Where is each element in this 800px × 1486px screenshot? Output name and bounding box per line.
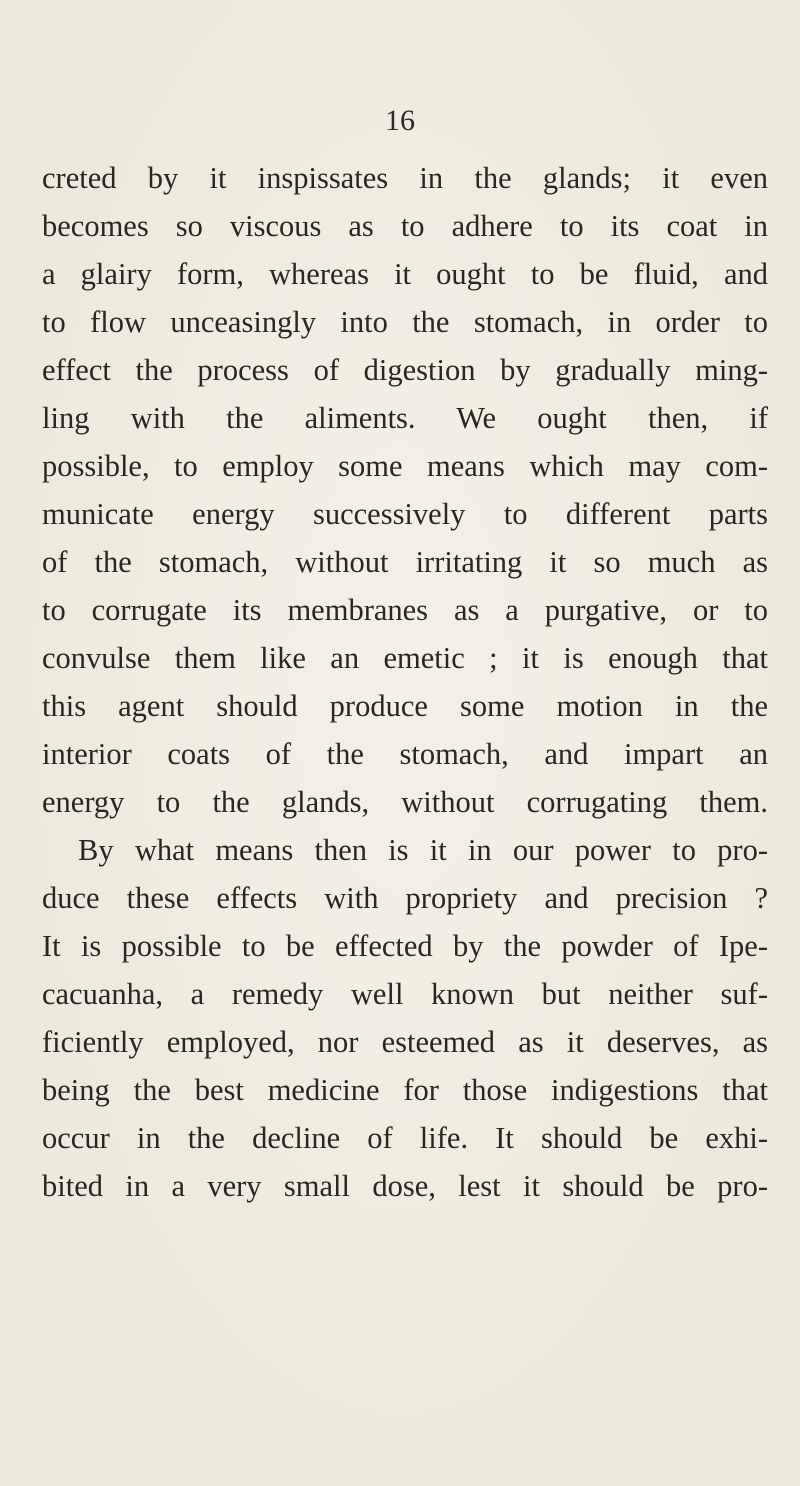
text-line: becomes so viscous as to adhere to its coat in	[42, 209, 768, 243]
text-line: of the stomach, without irritating it so much as	[42, 545, 768, 579]
text-line: interior coats of the stomach, and impart an	[42, 737, 768, 771]
paragraph-start-line: By what means then is it in our power to pro-	[78, 833, 768, 867]
text-line: possible, to employ some means which may com-	[42, 449, 768, 483]
body-text	[42, 154, 768, 1210]
text-line: creted by it inspissates in the glands; it even	[42, 161, 768, 195]
text-line: to flow unceasingly into the stomach, in order to	[42, 305, 768, 339]
text-line: It is possible to be effected by the powder of Ipe-	[42, 929, 768, 963]
text-line: bited in a very small dose, lest it should be pro-	[42, 1169, 768, 1203]
text-line: this agent should produce some motion in the	[42, 689, 768, 723]
page-number: 16	[385, 104, 415, 137]
text-line: being the best medicine for those indigestions that	[42, 1073, 768, 1107]
text-line: occur in the decline of life. It should be exhi-	[42, 1121, 768, 1155]
text-line: duce these effects with propriety and precision ?	[42, 881, 768, 915]
text-line: cacuanha, a remedy well known but neither suf-	[42, 977, 768, 1011]
text-line: ling with the aliments. We ought then, if	[42, 401, 768, 435]
text-line: a glairy form, whereas it ought to be fluid, and	[42, 257, 768, 291]
text-line: effect the process of digestion by gradually ming-	[42, 353, 768, 387]
text-line: ficiently employed, nor esteemed as it deserves, as	[42, 1025, 768, 1059]
text-line: to corrugate its membranes as a purgative, or to	[42, 593, 768, 627]
text-line: convulse them like an emetic ; it is enough that	[42, 641, 768, 675]
text-line: municate energy successively to different parts	[42, 497, 768, 531]
text-line: energy to the glands, without corrugating them.	[42, 785, 768, 819]
